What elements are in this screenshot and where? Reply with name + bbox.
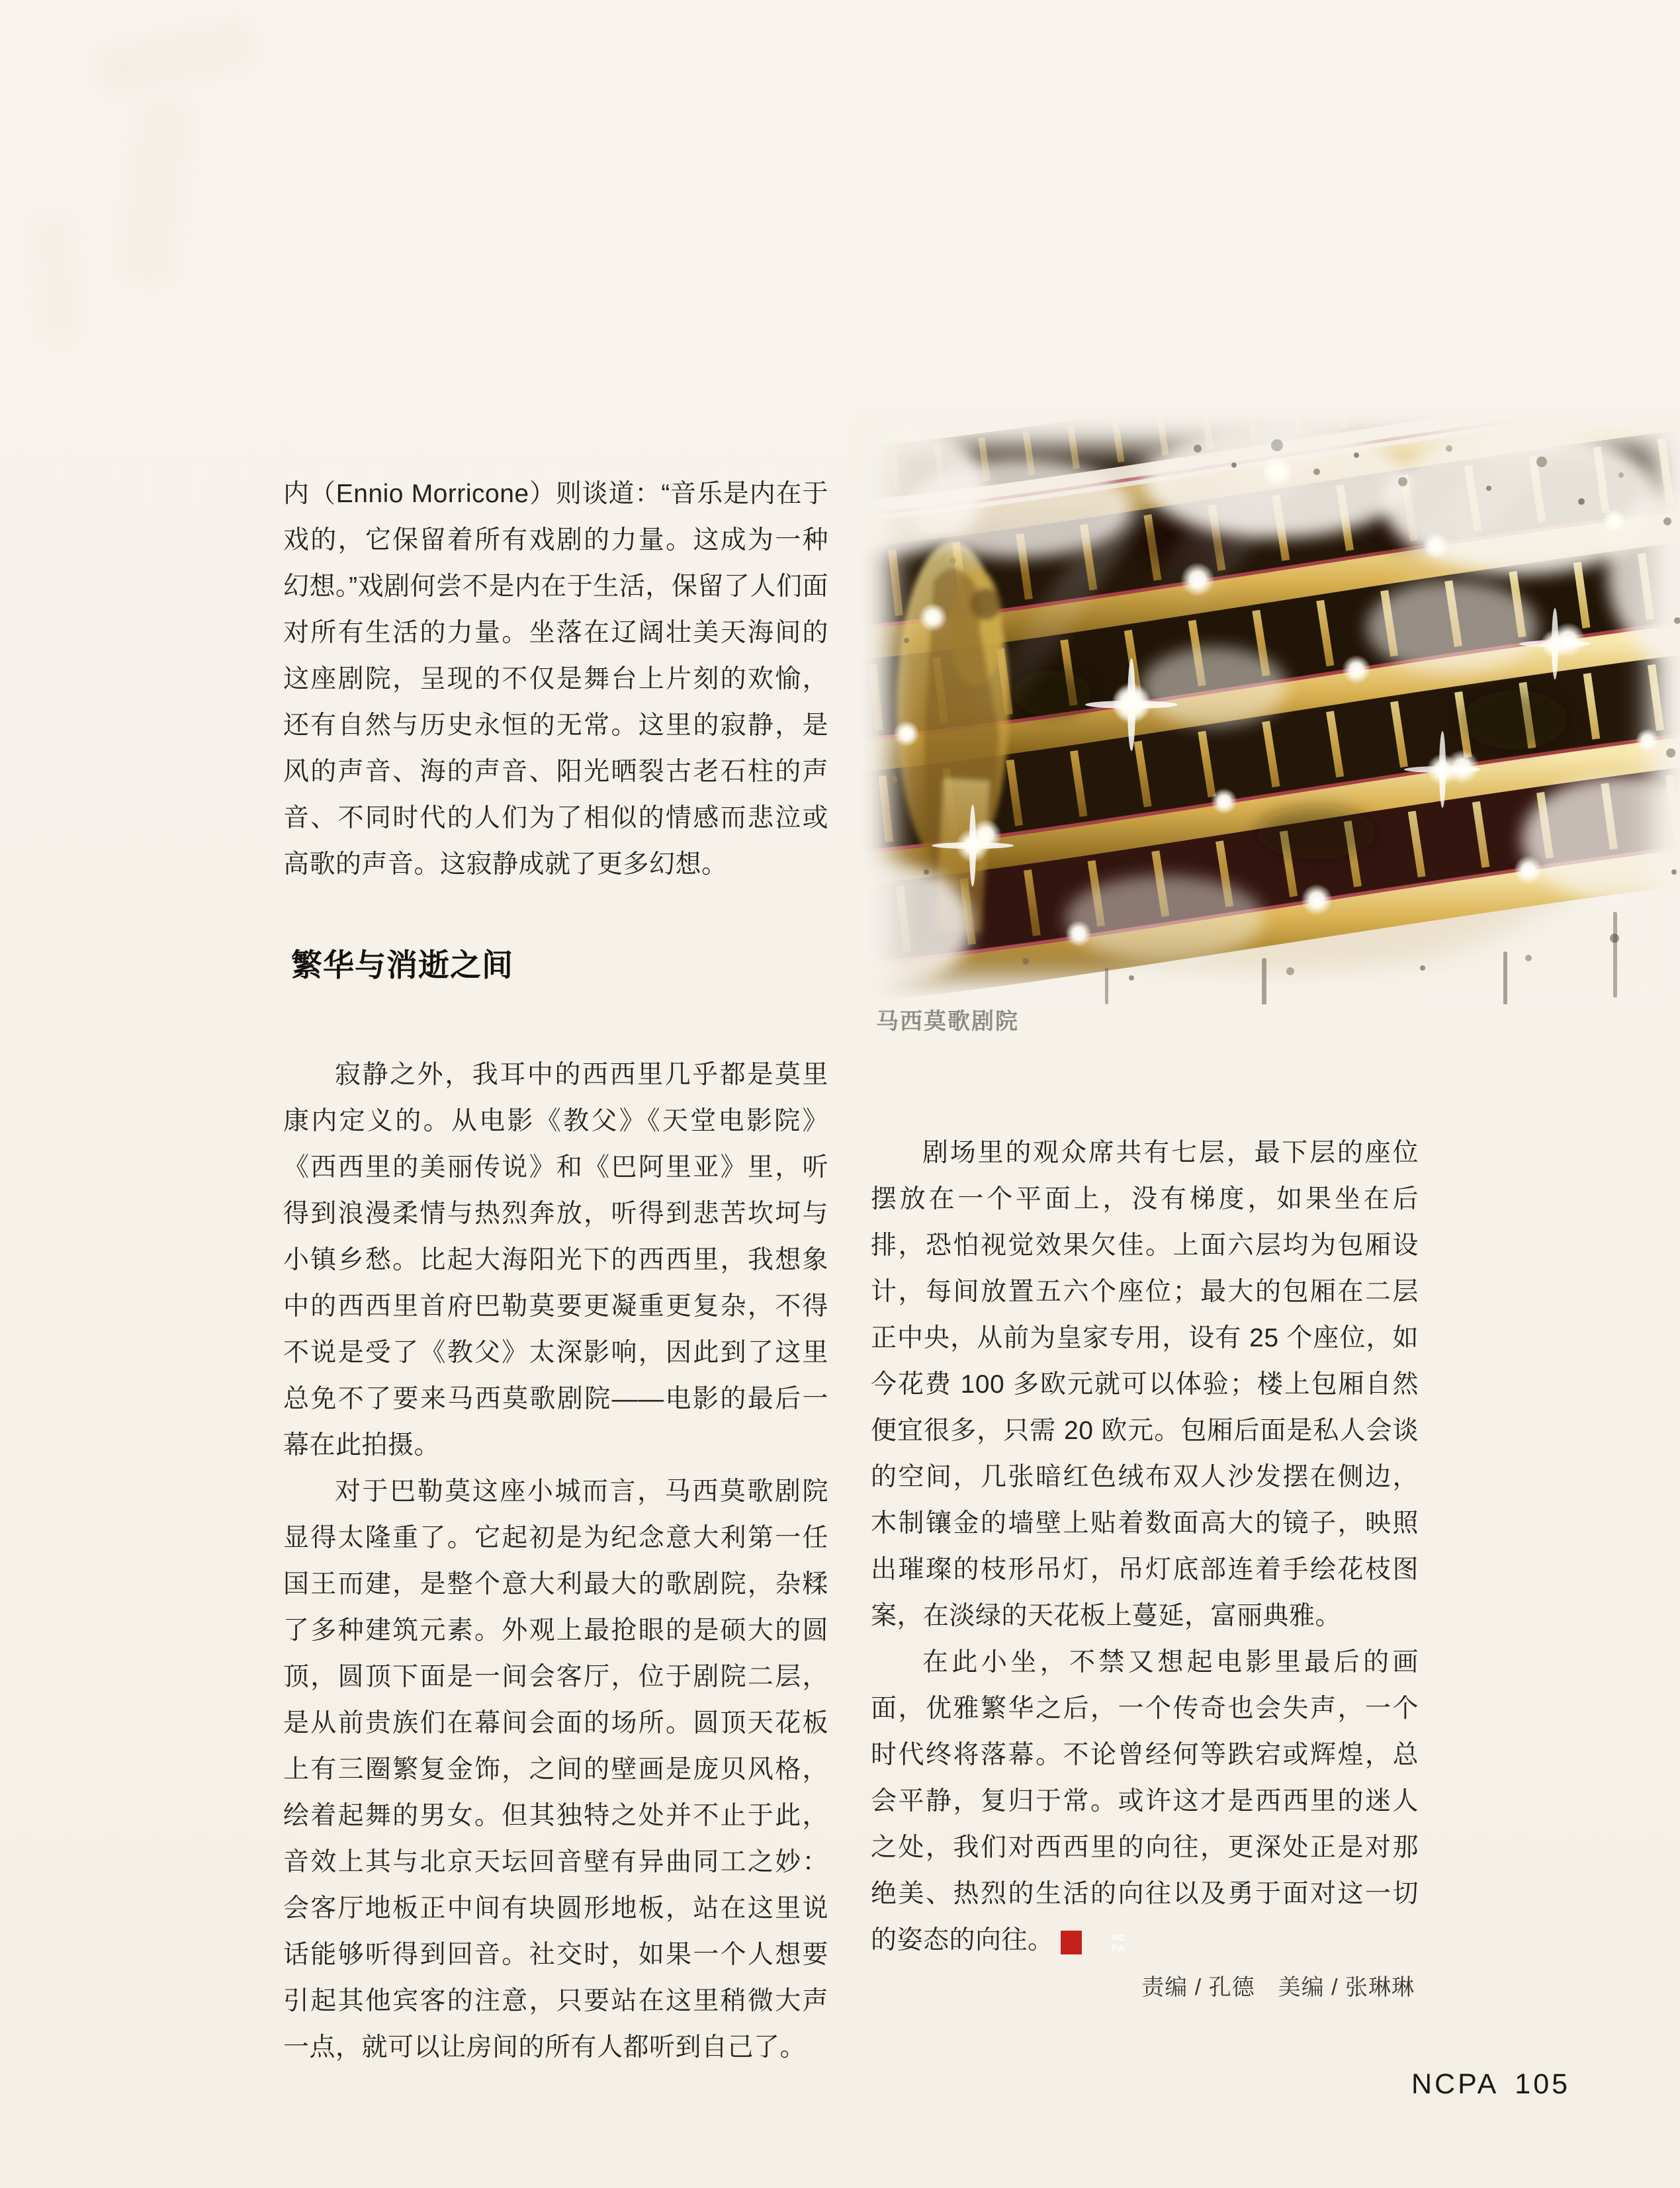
credits-line: 责编 / 孔德 美编 / 张琳琳 <box>1141 1975 1415 2000</box>
theater-illustration <box>854 409 1680 1004</box>
paragraph-sicily-films: 寂静之外，我耳中的西西里几乎都是莫里康内定义的。从电影《教父》《天堂电影院》《西西里的美丽传说》和《巴阿里亚》里，听得到浪漫柔情与热烈奔放，听得到悲苦坎坷与小镇乡愁。比起大海阳光下的西西里，我想象中的西西里首府巴勒莫要更凝重更复杂，不得不说是受了《教父》太深影响，因此到了这里总免不了要来马西莫歌剧院——电影的最后一幕在此拍摄。 <box>283 1061 828 1460</box>
section-heading: 繁华与消逝之间 <box>291 947 513 983</box>
paper-texture-mark <box>36 217 77 338</box>
ncpa-logo <box>1061 1931 1126 1954</box>
image-caption: 马西莫歌剧院 <box>876 1009 1019 1034</box>
paragraph-morricone-quote: 内（Ennio Morricone）则谈道：“音乐是内在于戏的，它保留着所有戏剧的力量。这成为一种幻想。”戏剧何尝不是内在于生活，保留了人们面对所有生活的力量。坐落在辽阔壮美天海间的这座剧院，呈现的不仅是舞台上片刻的欢愉，还有自然与历史永恒的无常。这里的寂静，是风的声音、海的声音、阳光晒裂古老石柱的声音、不同时代的人们为了相似的情感而悲泣或高歌的声音。这寂静成就了更多幻想。 <box>283 480 828 879</box>
left-column <box>283 471 828 2071</box>
footer-brand: NCPA <box>1411 2068 1499 2100</box>
page-footer <box>1411 2068 1570 2101</box>
paragraph-finale <box>871 1640 1419 1964</box>
theater-watercolor-image <box>854 409 1680 1064</box>
paragraph-teatro-massimo: 对于巴勒莫这座小城而言，马西莫歌剧院显得太隆重了。它起初是为纪念意大利第一任国王而建，是整个意大利最大的歌剧院，杂糅了多种建筑元素。外观上最抢眼的是硕大的圆顶，圆顶下面是一间会客厅，位于剧院二层，是从前贵族们在幕间会面的场所。圆顶天花板上有三圈繁复金饰，之间的壁画是庞贝风格，绘着起舞的男女。但其独特之处并不止于此，音效上其与北京天坛回音壁有异曲同工之妙：会客厅地板正中间有块圆形地板，站在这里说话能够听得到回音。社交时，如果一个人想要引起其他宾客的注意，只要站在这里稍微大声一点，就可以让房间的所有人都听到自己了。 <box>283 1477 828 2062</box>
right-column <box>871 1130 1419 2002</box>
ncpa-logo-line1: NC <box>1112 1932 1126 1943</box>
ncpa-logo-line2: PA <box>1112 1943 1125 1953</box>
footer-page-number: 105 <box>1515 2068 1571 2100</box>
paper-texture-mark <box>97 21 254 93</box>
paper-texture-mark <box>122 97 189 281</box>
paragraph-auditorium: 剧场里的观众席共有七层，最下层的座位摆放在一个平面上，没有梯度，如果坐在后排，恐怕视觉效果欠佳。上面六层均为包厢设计，每间放置五六个座位；最大的包厢在二层正中央，从前为皇家专用，设有 25 个座位，如今花费 100 多欧元就可以体验；楼上包厢自然便宜很多，只需 20 欧元。包厢后面是私人会谈的空间，几张暗红色绒布双人沙发摆在侧边，木制镶金的墙壁上贴着数面高大的镜子，映照出璀璨的枝形吊灯，吊灯底部连着手绘花枝图案，在淡绿的天花板上蔓延，富丽典雅。 <box>871 1139 1419 1630</box>
paragraph-finale-text: 在此小坐，不禁又想起电影里最后的画面，优雅繁华之后，一个传奇也会失声，一个时代终将落幕。不论曾经何等跌宕或辉煌，总会平静，复归于常。或许这才是西西里的迷人之处，我们对西西里的向往，更深处正是对那绝美、热烈的生活的向往以及勇于面对这一切的姿态的向往。 <box>871 1648 1419 1954</box>
